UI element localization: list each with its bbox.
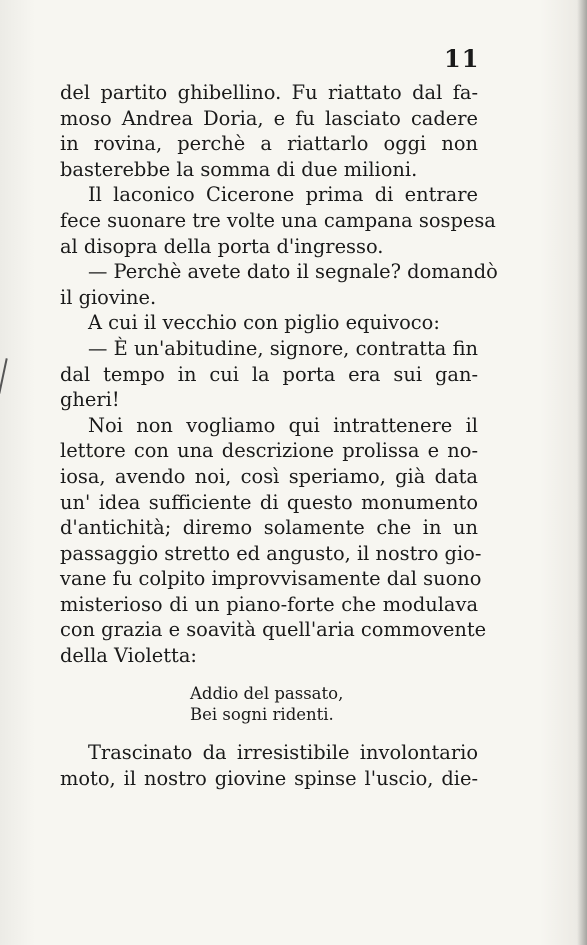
verse-quote	[190, 683, 343, 725]
text-line: iosa, avendo noi, così speriamo, già data	[60, 464, 478, 488]
text-line: misterioso di un piano-forte che modulava	[60, 592, 478, 616]
text-line: della Violetta:	[60, 644, 197, 668]
text-line: lettore con una descrizione prolissa e no-	[60, 439, 478, 463]
verse-line: Bei sogni ridenti.	[190, 705, 334, 724]
text-line: — Perchè avete dato il segnale? domandò	[88, 260, 498, 284]
text-line: fece suonare tre volte una campana sospesa	[60, 208, 496, 232]
text-line: un' idea sufficiente di questo monumento	[60, 490, 478, 514]
text-line: passaggio stretto ed angusto, il nostro gio-	[60, 541, 482, 565]
page-gutter-shadow	[577, 0, 587, 945]
verse-line: Addio del passato,	[190, 684, 344, 703]
text-line: al disopra della porta d'ingresso.	[60, 234, 384, 258]
text-line: moto, il nostro giovine spinse l'uscio, die-	[60, 766, 478, 790]
text-line: A cui il vecchio con piglio equivoco:	[88, 311, 440, 335]
margin-pencil-mark	[0, 358, 8, 394]
text-line: Trascinato da irresistibile involontario	[88, 741, 478, 764]
closing-text	[60, 740, 478, 791]
body-text	[60, 80, 498, 669]
text-line: — È un'abitudine, signore, contratta fin	[88, 336, 478, 360]
text-line: vane fu colpito improvvisamente dal suono	[60, 567, 482, 591]
text-line: basterebbe la somma di due milioni.	[60, 157, 418, 181]
text-line: gheri!	[60, 388, 120, 412]
text-line: del partito ghibellino. Fu riattato dal fa-	[60, 81, 478, 104]
text-line: moso Andrea Doria, e fu lasciato cadere	[60, 106, 478, 130]
text-line: in rovina, perchè a riattarlo oggi non	[60, 132, 478, 156]
page-number: 11	[444, 44, 480, 73]
text-line: d'antichità; diremo solamente che in un	[60, 516, 478, 540]
text-line: Il laconico Cicerone prima di entrare	[88, 183, 478, 207]
text-line: con grazia e soavità quell'aria commovente	[60, 618, 487, 642]
text-line: il giovine.	[60, 285, 157, 309]
text-line: Noi non vogliamo qui intrattenere il	[88, 413, 478, 437]
text-line: dal tempo in cui la porta era sui gan-	[60, 362, 478, 386]
